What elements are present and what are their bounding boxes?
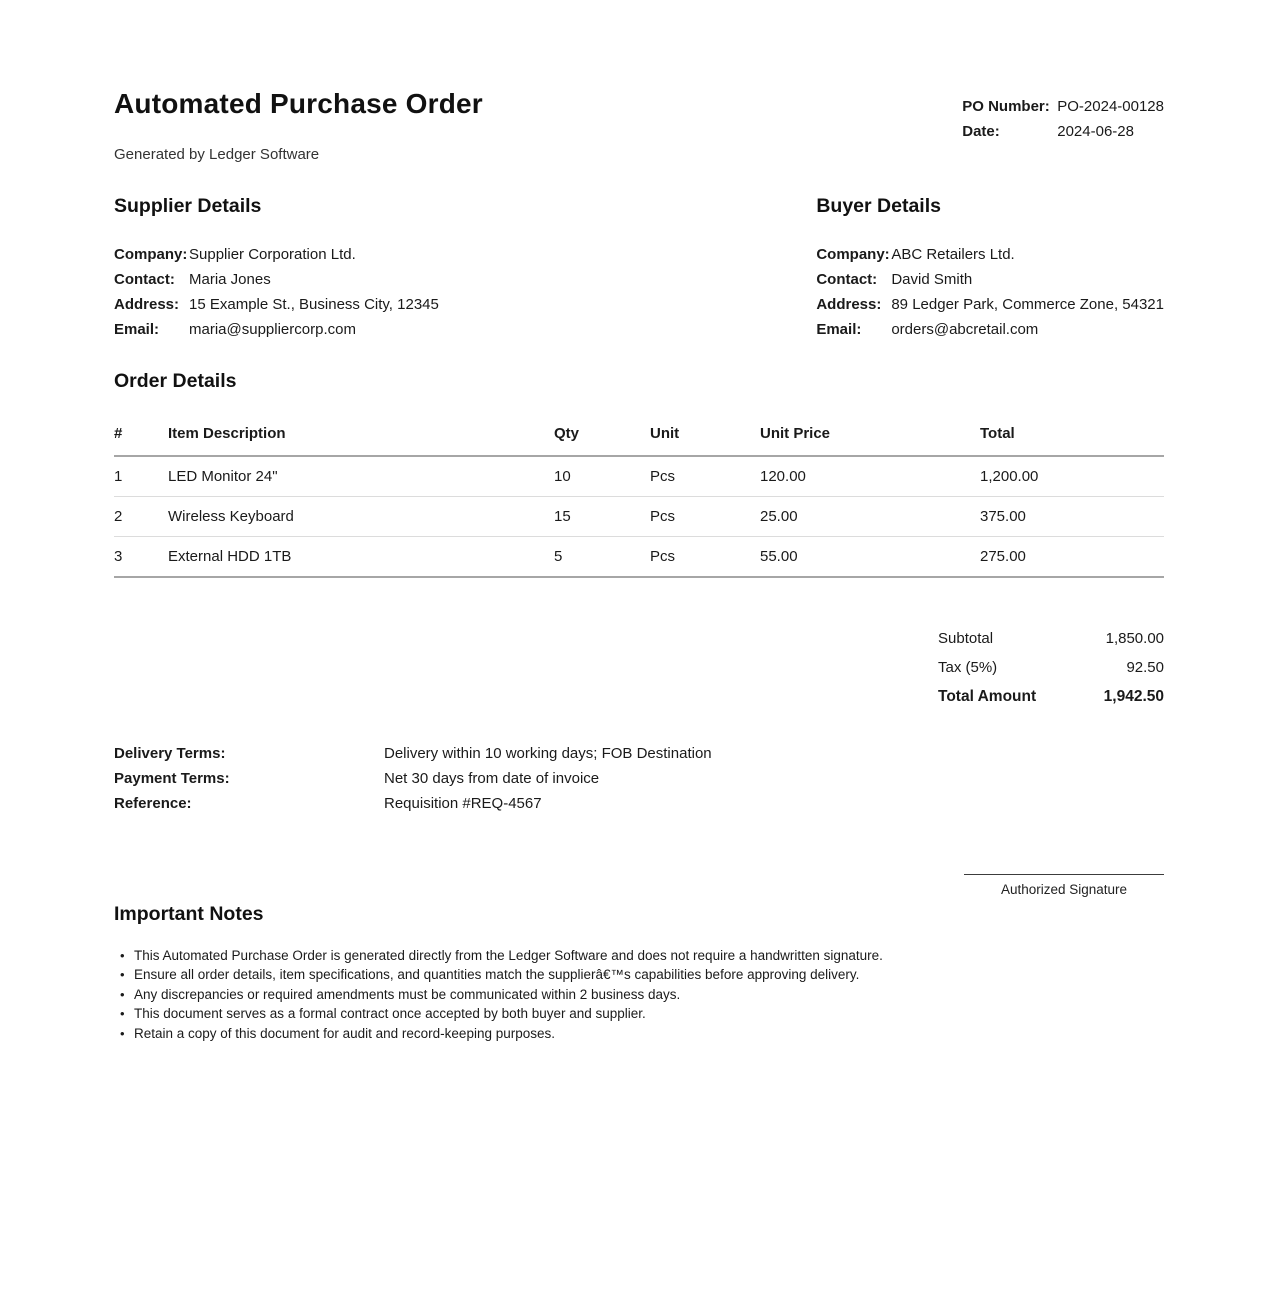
- buyer-details: [816, 195, 1164, 342]
- buyer-contact-value: David Smith: [891, 271, 973, 288]
- party-details-section: [114, 195, 1164, 342]
- cell-description: LED Monitor 24": [168, 456, 554, 497]
- delivery-terms-row: [114, 741, 1164, 766]
- table-row: [114, 497, 1164, 537]
- supplier-contact-label: Contact:: [114, 271, 175, 288]
- supplier-email-value: maria@suppliercorp.com: [189, 321, 356, 338]
- date-value: 2024-06-28: [1057, 123, 1134, 140]
- po-number-label: PO Number:: [962, 98, 1050, 115]
- cell-total: 275.00: [980, 537, 1164, 578]
- supplier-address-row: [114, 292, 439, 317]
- cell-num: 3: [114, 537, 168, 578]
- subtotal-value: 1,850.00: [1105, 630, 1164, 647]
- cell-qty: 10: [554, 456, 650, 497]
- important-notes-heading: Important Notes: [114, 903, 264, 925]
- list-item: • Ensure all order details, item specifications, and quantities match the supplierâ€™s capabilities before approving delivery.: [120, 965, 1164, 984]
- buyer-address-row: [816, 292, 1164, 317]
- cell-unit: Pcs: [650, 456, 760, 497]
- col-header-description: Item Description: [168, 417, 554, 456]
- total-amount-label: Total Amount: [938, 688, 1037, 705]
- purchase-order-document: [114, 0, 1164, 1043]
- col-header-unit-price: Unit Price: [760, 417, 980, 456]
- payment-terms-label: Payment Terms:: [114, 770, 230, 787]
- subtotal-row: [938, 624, 1164, 653]
- title-block: [114, 88, 483, 163]
- document-header: [114, 88, 1164, 163]
- list-item: • This Automated Purchase Order is generated directly from the Ledger Software and does not require a handwritten signature.: [120, 946, 1164, 965]
- list-item: • Any discrepancies or required amendments must be communicated within 2 business days.: [120, 985, 1164, 1004]
- order-details-heading: Order Details: [114, 370, 237, 392]
- buyer-company-label: Company:: [816, 246, 890, 263]
- cell-qty: 5: [554, 537, 650, 578]
- buyer-address-label: Address:: [816, 296, 882, 313]
- payment-terms-row: [114, 766, 1164, 791]
- buyer-contact-row: [816, 267, 1164, 292]
- tax-value: 92.50: [1126, 659, 1164, 676]
- cell-num: 1: [114, 456, 168, 497]
- total-amount-value: 1,942.50: [1103, 688, 1164, 705]
- cell-total: 1,200.00: [980, 456, 1164, 497]
- supplier-email-row: [114, 317, 439, 342]
- supplier-address-value: 15 Example St., Business City, 12345: [189, 296, 439, 313]
- table-row: [114, 456, 1164, 497]
- notes-list: [114, 946, 1164, 1043]
- totals-block: [938, 624, 1164, 711]
- cell-qty: 15: [554, 497, 650, 537]
- reference-row: [114, 791, 1164, 816]
- tax-label: Tax (5%): [938, 659, 998, 676]
- supplier-heading: Supplier Details: [114, 195, 262, 217]
- cell-unit-price: 55.00: [760, 537, 980, 578]
- table-row: [114, 537, 1164, 578]
- supplier-company-row: [114, 242, 439, 267]
- col-header-qty: Qty: [554, 417, 650, 456]
- delivery-terms-value: Delivery within 10 working days; FOB Destination: [384, 745, 712, 762]
- reference-value: Requisition #REQ-4567: [384, 795, 542, 812]
- order-details-section: [114, 370, 1164, 578]
- cell-unit-price: 25.00: [760, 497, 980, 537]
- supplier-contact-row: [114, 267, 439, 292]
- subtotal-label: Subtotal: [938, 630, 994, 647]
- date-label: Date:: [962, 123, 1000, 140]
- cell-description: Wireless Keyboard: [168, 497, 554, 537]
- buyer-email-row: [816, 317, 1164, 342]
- supplier-contact-value: Maria Jones: [189, 271, 271, 288]
- po-number-value: PO-2024-00128: [1057, 98, 1164, 115]
- supplier-details: [114, 195, 439, 342]
- total-amount-row: [938, 682, 1164, 711]
- page-title: Automated Purchase Order: [114, 88, 483, 119]
- col-header-unit: Unit: [650, 417, 760, 456]
- col-header-num: #: [114, 417, 168, 456]
- buyer-address-value: 89 Ledger Park, Commerce Zone, 54321: [891, 296, 1164, 313]
- cell-total: 375.00: [980, 497, 1164, 537]
- payment-terms-value: Net 30 days from date of invoice: [384, 770, 600, 787]
- important-notes-section: [114, 903, 1164, 1043]
- col-header-total: Total: [980, 417, 1164, 456]
- cell-unit: Pcs: [650, 537, 760, 578]
- buyer-contact-label: Contact:: [816, 271, 878, 288]
- list-item: • This document serves as a formal contract once accepted by both buyer and supplier.: [120, 1004, 1164, 1023]
- authorized-signature-label: Authorized Signature: [1000, 882, 1128, 897]
- delivery-terms-label: Delivery Terms:: [114, 745, 226, 762]
- list-item: • Retain a copy of this document for audit and record-keeping purposes.: [120, 1024, 1164, 1043]
- po-meta-block: [962, 94, 1164, 144]
- supplier-address-label: Address:: [114, 296, 180, 313]
- supplier-email-label: Email:: [114, 321, 160, 338]
- cell-num: 2: [114, 497, 168, 537]
- buyer-company-row: [816, 242, 1164, 267]
- buyer-email-label: Email:: [816, 321, 862, 338]
- supplier-company-label: Company:: [114, 246, 188, 263]
- po-number-row: [962, 94, 1164, 119]
- cell-unit-price: 120.00: [760, 456, 980, 497]
- table-header-row: [114, 417, 1164, 456]
- page-subtitle: Generated by Ledger Software: [114, 146, 320, 163]
- buyer-heading: Buyer Details: [816, 195, 941, 217]
- terms-section: [114, 741, 1164, 816]
- cell-description: External HDD 1TB: [168, 537, 554, 578]
- signature-block: [964, 874, 1164, 897]
- cell-unit: Pcs: [650, 497, 760, 537]
- order-items-table: [114, 417, 1164, 578]
- date-row: [962, 119, 1164, 144]
- buyer-company-value: ABC Retailers Ltd.: [891, 246, 1015, 263]
- reference-label: Reference:: [114, 795, 192, 812]
- supplier-company-value: Supplier Corporation Ltd.: [189, 246, 356, 263]
- tax-row: [938, 653, 1164, 682]
- buyer-email-value: orders@abcretail.com: [891, 321, 1039, 338]
